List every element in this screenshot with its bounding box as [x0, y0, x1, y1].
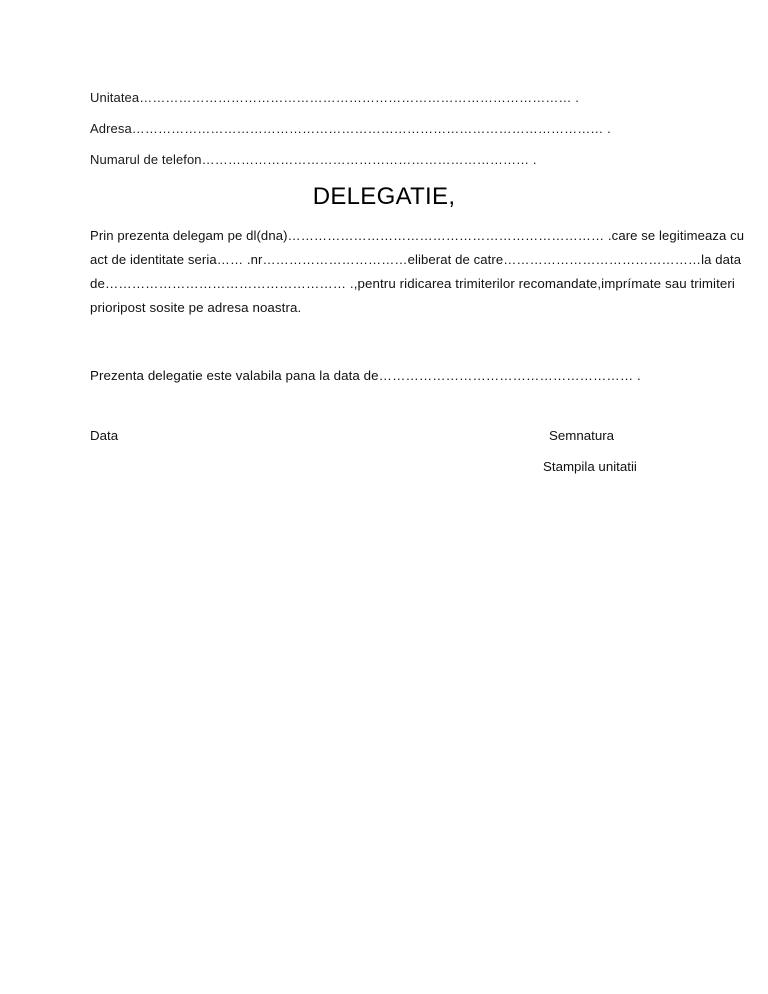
signature-label: Semnatura	[549, 428, 615, 443]
body-line-4: prioripost sosite pe adresa noastra.	[90, 300, 302, 315]
unit-line: Unitatea……………………………………………………………………………………… .	[90, 90, 579, 105]
date-label: Data	[90, 428, 119, 443]
address-line: Adresa……………………………………………………………………………………………… .	[90, 121, 611, 136]
stamp-label: Stampila unitatii	[543, 459, 637, 474]
document-title: DELEGATIE,	[312, 183, 456, 210]
phone-line: Numarul de telefon………………………………………………………………… .	[90, 152, 537, 167]
validity-line: Prezenta delegatie este valabila pana la data de………………………………………………… .	[90, 368, 641, 383]
body-line-1: Prin prezenta delegam pe dl(dna)……………………………………………………………… .care se legitimeaza cu	[90, 228, 745, 243]
body-line-3: de……………………………………………… .,pentru ridicarea trimiterilor recomandate,imprímate sau trimiteri	[90, 276, 735, 291]
body-line-2: act de identitate seria…… .nr……………………………eliberat de catre………………………………………la data	[90, 252, 742, 267]
